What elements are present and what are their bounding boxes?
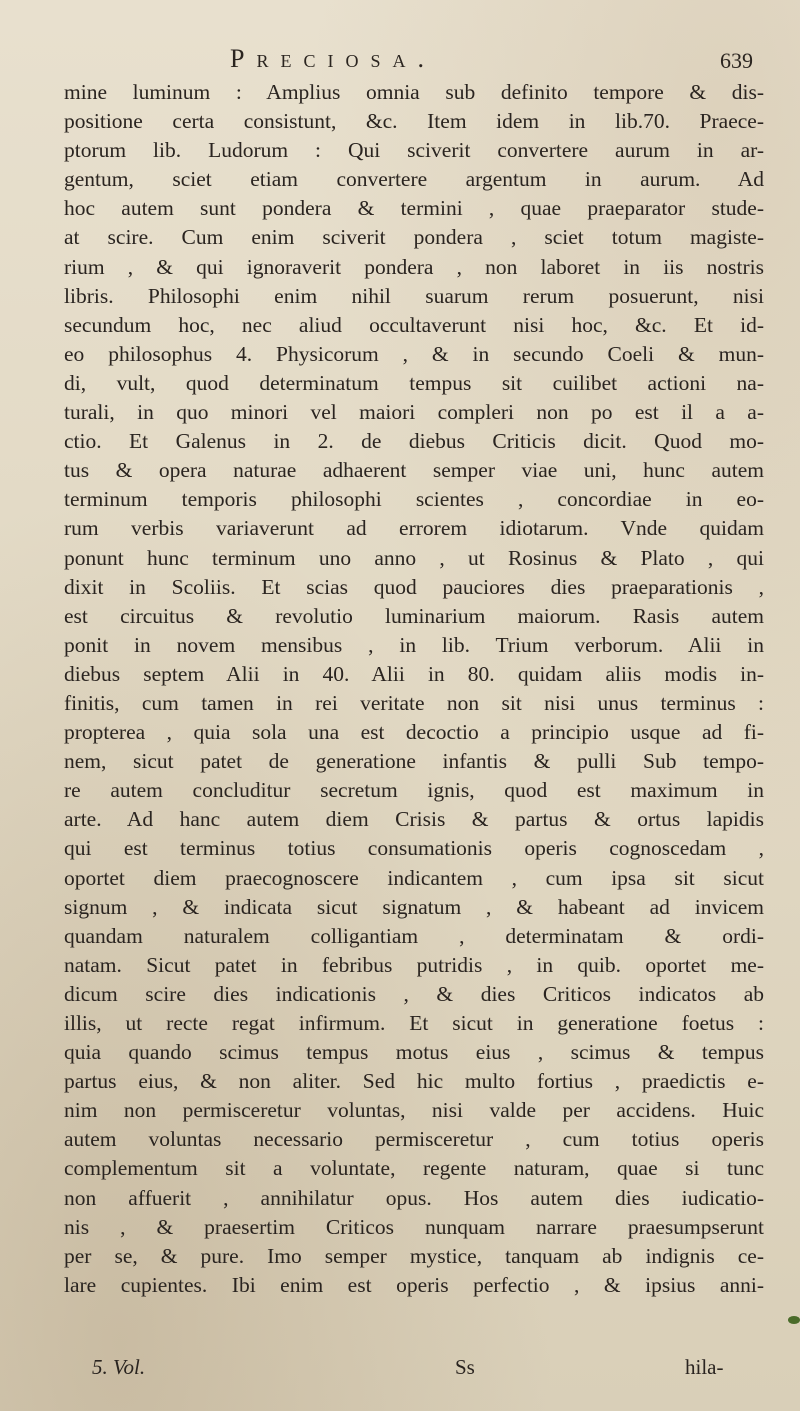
text-line: quia quando scimus tempus motus eius , scimus & tempus <box>64 1040 764 1065</box>
text-line: natam. Sicut patet in febribus putridis , in quib. oportet me- <box>64 952 764 977</box>
text-line: nem, sicut patet de generatione infantis & pulli Sub tempo- <box>64 749 764 774</box>
text-line: ptorum lib. Ludorum : Qui sciverit convertere aurum in ar- <box>64 138 764 163</box>
text-line: arte. Ad hanc autem diem Crisis & partus & ortus lapidis <box>64 807 764 832</box>
body-text <box>64 78 764 1300</box>
text-line: qui est terminus totius consumationis operis cognoscedam , <box>64 836 764 861</box>
text-line: complementum sit a voluntate, regente naturam, quae si tunc <box>64 1156 764 1181</box>
text-line: at scire. Cum enim sciverit pondera , sciet totum magiste- <box>64 225 764 250</box>
text-line: nim non permisceretur voluntas, nisi valde per accidens. Huic <box>64 1098 764 1123</box>
text-line: ponunt hunc terminum uno anno , ut Rosinus & Plato , qui <box>64 545 764 570</box>
text-line: positione certa consistunt, &c. Item idem in lib.70. Praece- <box>64 109 764 134</box>
text-line: rium , & qui ignoraverit pondera , non laboret in iis nostris <box>64 254 764 279</box>
text-line: tus & opera naturae adhaerent semper viae uni, hunc autem <box>64 458 764 483</box>
text-line: partus eius, & non aliter. Sed hic multo fortius , praedictis e- <box>64 1069 764 1094</box>
text-line: dicum scire dies indicationis , & dies Criticos indicatos ab <box>64 981 764 1006</box>
text-line: mine luminum : Amplius omnia sub definito tempore & dis- <box>64 80 764 104</box>
text-line: ctio. Et Galenus in 2. de diebus Criticis dicit. Quod mo- <box>64 429 764 454</box>
text-line: gentum, sciet etiam convertere argentum in aurum. Ad <box>64 167 764 192</box>
text-line: illis, ut recte regat infirmum. Et sicut in generatione foetus : <box>64 1011 764 1035</box>
text-line: hoc autem sunt pondera & termini , quae praeparator stude- <box>64 196 764 221</box>
page-number: 639 <box>720 48 753 73</box>
text-line: libris. Philosophi enim nihil suarum rerum posuerunt, nisi <box>64 283 764 308</box>
text-line: autem voluntas necessario permisceretur , cum totius operis <box>64 1127 764 1152</box>
text-line: est circuitus & revolutio luminarium maiorum. Rasis autem <box>64 603 764 628</box>
text-line: oportet diem praecognoscere indicantem , cum ipsa sit sicut <box>64 865 764 890</box>
text-line: finitis, cum tamen in rei veritate non sit nisi unus terminus : <box>64 690 764 715</box>
running-title: Preciosa. <box>230 44 436 73</box>
text-line: re autem concluditur secretum ignis, quod est maximum in <box>64 778 764 803</box>
text-line: quandam naturalem colligantiam , determinatam & ordi- <box>64 923 764 948</box>
signature-mark: Ss <box>455 1355 475 1379</box>
text-line: per se, & pure. Imo semper mystice, tanquam ab indignis ce- <box>64 1243 764 1268</box>
text-line: rum verbis variaverunt ad errorem idiotarum. Vnde quidam <box>64 516 764 541</box>
page-footer <box>0 1355 800 1389</box>
text-line: dixit in Scoliis. Et scias quod pauciores dies praeparationis , <box>64 574 764 599</box>
text-line: eo philosophus 4. Physicorum , & in secundo Coeli & mun- <box>64 341 764 366</box>
text-line: terminum temporis philosophi scientes , concordiae in eo- <box>64 487 764 512</box>
text-line: secundum hoc, nec aliud occultaverunt nisi hoc, &c. Et id- <box>64 312 764 337</box>
text-line: ponit in novem mensibus , in lib. Trium verborum. Alii in <box>64 632 764 657</box>
text-line: di, vult, quod determinatum tempus sit cuilibet actioni na- <box>64 370 764 395</box>
catchword: hila- <box>685 1355 724 1379</box>
text-line: propterea , quia sola una est decoctio a principio usque ad fi- <box>64 720 764 745</box>
text-line: nis , & praesertim Criticos nunquam narrare praesumpserunt <box>64 1214 764 1239</box>
text-line: diebus septem Alii in 40. Alii in 80. quidam aliis modis in- <box>64 661 764 686</box>
text-line: turali, in quo minori vel maiori compleri non po est il a a- <box>64 400 764 425</box>
text-line: signum , & indicata sicut signatum , & habeant ad invicem <box>64 894 764 919</box>
ink-stain <box>788 1316 800 1324</box>
text-line: lare cupientes. Ibi enim est operis perfectio , & ipsius anni- <box>64 1272 764 1297</box>
text-line: non affuerit , annihilatur opus. Hos autem dies iudicatio- <box>64 1185 764 1210</box>
volume-signature: 5. Vol. <box>92 1355 146 1379</box>
